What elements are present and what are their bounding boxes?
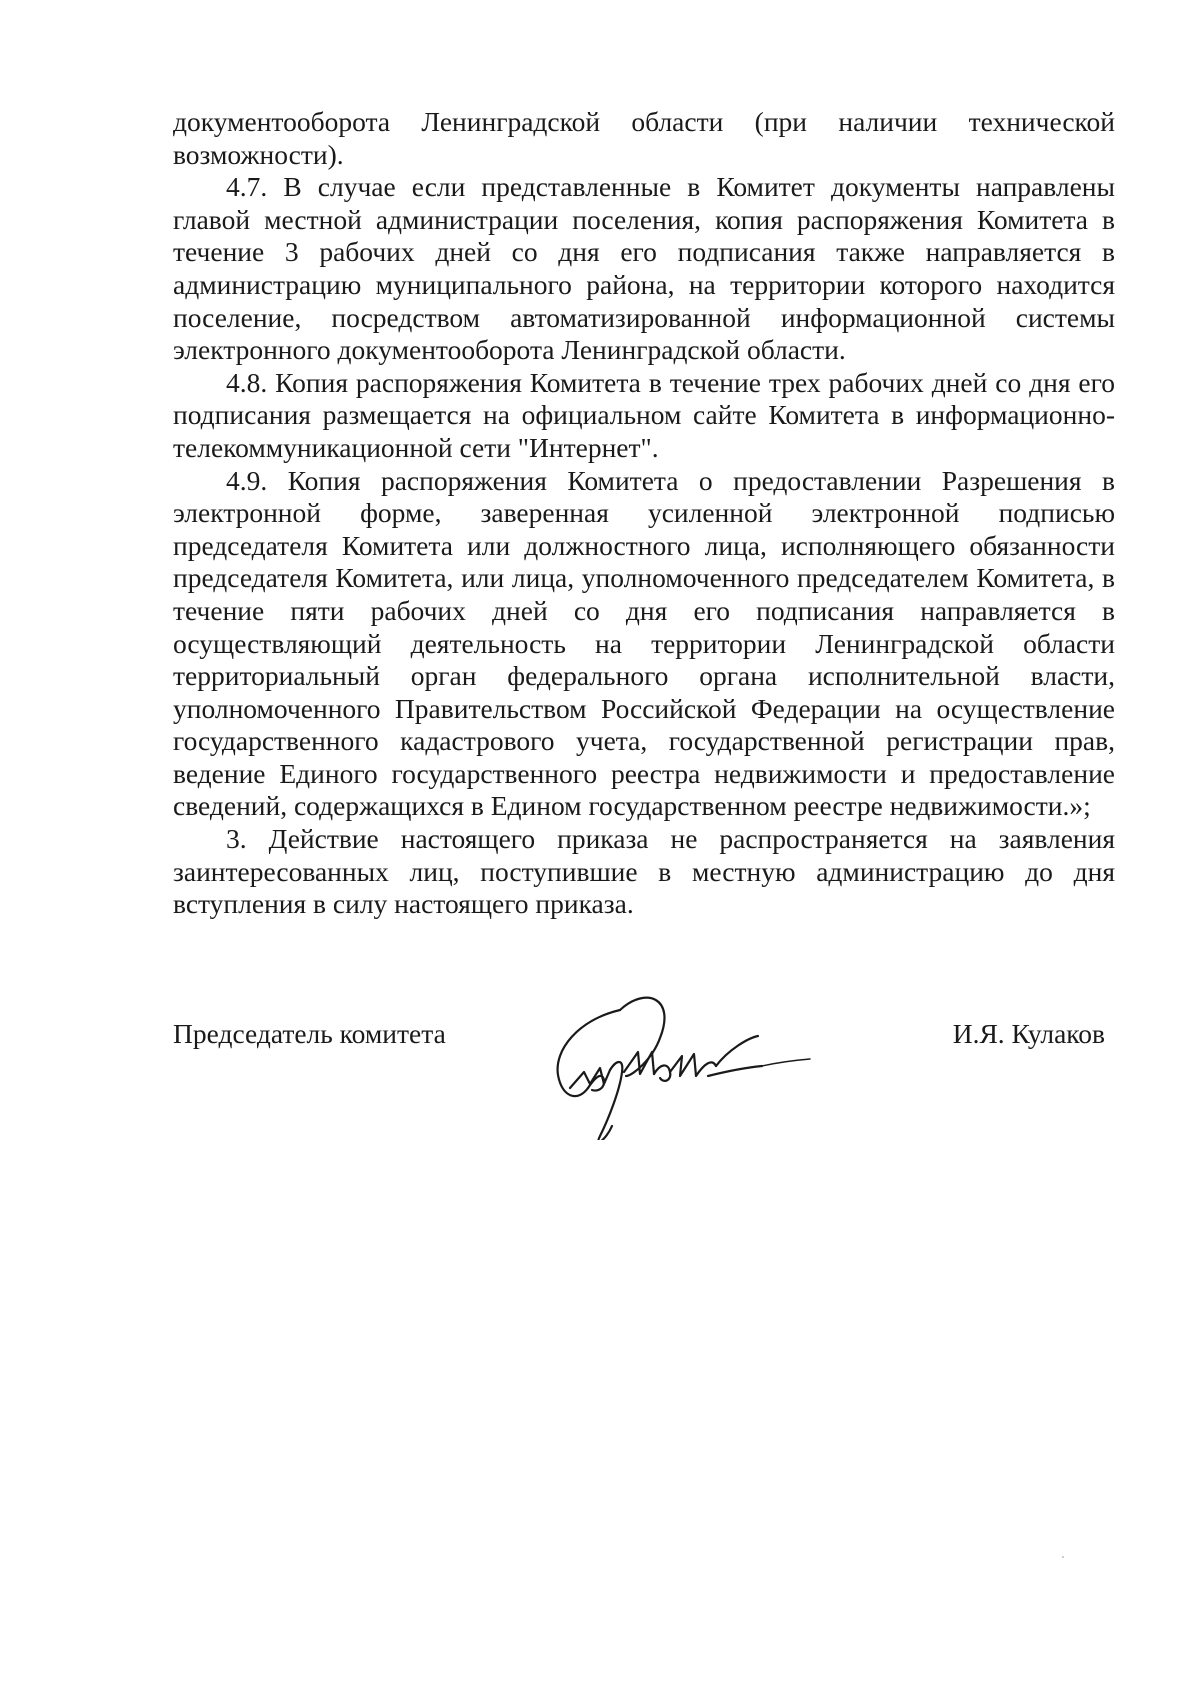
handwritten-signature: [548, 980, 818, 1140]
paragraph-4-9: 4.9. Копия распоряжения Комитета о предоставлении Разрешения в электронной форме, заверенная усиленной электронной подписью председателя Комитета или должностного лица, исполняющего обязанности председателя Комитета, или лица, уполномоченного председателем Комитета, в течение пяти рабочих дней со дня его подписания направляется в осуществляющий деятельность на территории Ленинградской области территориальный орган федерального органа исполнительной власти, уполномоченного Правительством Российской Федерации на осуществление государственного кадастрового учета, государственной регистрации прав, ведение Единого государственного реестра недвижимости и предоставление сведений, содержащихся в Едином государственном реестре недвижимости.»;: [173, 464, 1115, 822]
scan-speck: [1062, 1556, 1064, 1558]
paragraph-4-8: 4.8. Копия распоряжения Комитета в течение трех рабочих дней со дня его подписания размещается на официальном сайте Комитета в информационно-телекоммуникационной сети "Интернет".: [173, 366, 1115, 463]
paragraph-4-7: 4.7. В случае если представленные в Комитет документы направлены главой местной администрации поселения, копия распоряжения Комитета в течение 3 рабочих дней со дня его подписания также направляется в администрацию муниципального района, на территории которого находится поселение, посредством автоматизированной информационной системы электронного документооборота Ленинградской области.: [173, 171, 1115, 366]
document-body: [173, 106, 1115, 921]
paragraph-3: 3. Действие настоящего приказа не распространяется на заявления заинтересованных лиц, поступившие в местную администрацию до дня вступления в силу настоящего приказа.: [173, 823, 1115, 920]
signatory-name: И.Я. Кулаков: [952, 1018, 1105, 1049]
signatory-position: Председатель комитета: [173, 1018, 446, 1049]
paragraph-continuation: документооборота Ленинградской области (при наличии технической возможности).: [173, 106, 1115, 170]
